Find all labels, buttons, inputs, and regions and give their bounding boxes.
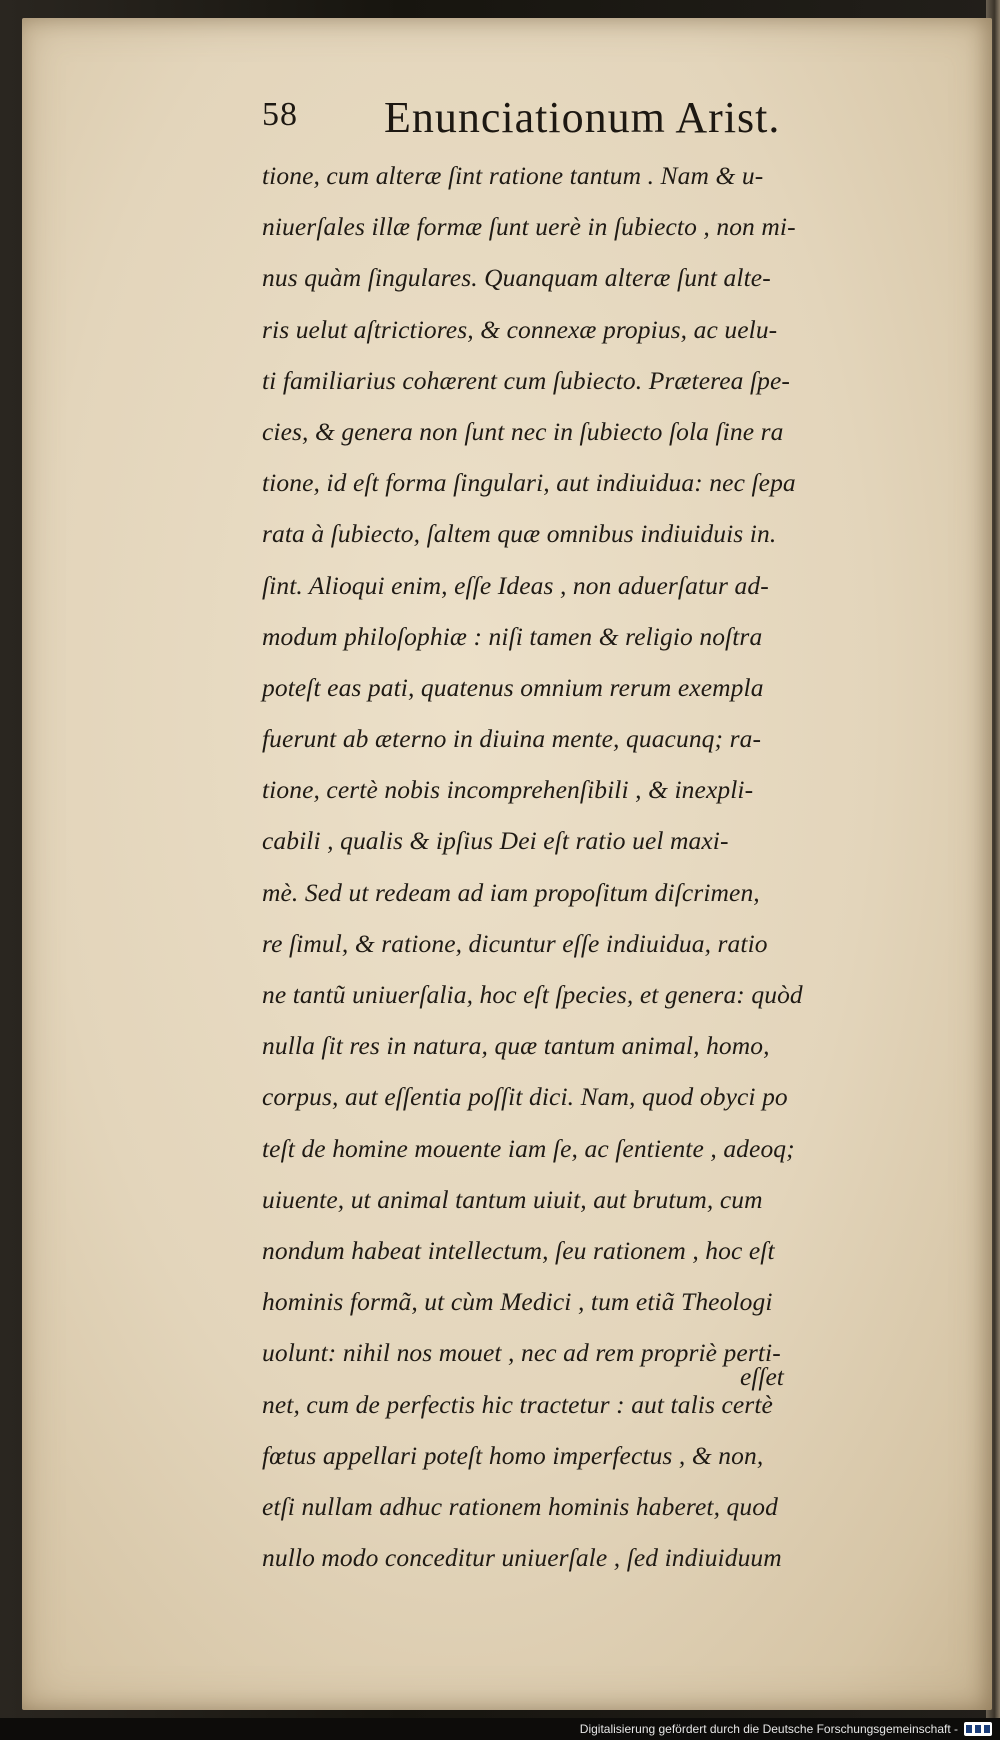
text-line: ne tantũ uniuerſalia, hoc eſt ſpecies, et genera: quòd xyxy=(262,980,803,1009)
text-line: cies, & genera non ſunt nec in ſubiecto ſola ſine ra xyxy=(262,416,784,446)
text-line: tione, id eſt forma ſingulari, aut indiuidua: nec ſepa xyxy=(262,468,796,498)
text-line: hominis formã, ut cùm Medici , tum etiã Theologi xyxy=(262,1287,773,1317)
text-line: mè. Sed ut redeam ad iam propoſitum diſcrimen, xyxy=(262,877,760,907)
text-line: uiuente, ut animal tantum uiuit, aut brutum, cum xyxy=(262,1184,763,1214)
text-line: nus quàm ſingulares. Quanquam alteræ ſunt alte- xyxy=(262,263,771,293)
dfg-logo-icon xyxy=(964,1722,992,1736)
page-header xyxy=(262,92,822,152)
text-line: tione, cum alteræ ſint ratione tantum . Nam & u- xyxy=(262,161,764,190)
text-line: tione, certè nobis incomprehenſibili , & inexpli- xyxy=(262,775,754,805)
text-line: nulla ſit res in natura, quæ tantum animal, homo, xyxy=(262,1031,770,1061)
text-line: fuerunt ab æterno in diuina mente, quacunq; ra- xyxy=(262,724,762,754)
text-line: uolunt: nihil nos mouet , nec ad rem propriè perti- xyxy=(262,1338,781,1368)
text-line: cabili , qualis & ipſius Dei eſt ratio uel maxi- xyxy=(262,826,729,856)
text-line: poteſt eas pati, quatenus omnium rerum exempla xyxy=(262,672,764,702)
text-line: nondum habeat intellectum, ſeu rationem , hoc eſt xyxy=(262,1235,775,1265)
running-title: Enunciationum Arist. xyxy=(384,93,781,142)
text-line: ti familiarius cohærent cum ſubiecto. Præterea ſpe- xyxy=(262,365,791,395)
catchword: eſſet xyxy=(740,1362,784,1391)
text-line: fœtus appellari poteſt homo imperfectus , & non, xyxy=(262,1440,764,1470)
text-line: niuerſales illæ formæ ſunt uerè in ſubiecto , non mi- xyxy=(262,212,796,242)
text-line: nullo modo conceditur uniuerſale , ſed indiuiduum xyxy=(262,1543,782,1573)
text-line: modum philoſophiæ : niſi tamen & religio noſtra xyxy=(262,621,763,651)
text-line: etſi nullam adhuc rationem hominis haberet, quod xyxy=(262,1491,778,1521)
text-line: ſint. Alioqui enim, eſſe Ideas , non aduerſatur ad- xyxy=(262,570,769,600)
text-line: rata à ſubiecto, ſaltem quæ omnibus indiuiduis in. xyxy=(262,519,777,549)
text-block xyxy=(262,150,822,1583)
text-line: re ſimul, & ratione, dicuntur eſſe indiuidua, ratio xyxy=(262,928,768,958)
page-number: 58 xyxy=(262,96,298,133)
text-line: corpus, aut eſſentia poſſit dici. Nam, quod obyci po xyxy=(262,1082,788,1112)
footer-credit: Digitalisierung gefördert durch die Deutsche Forschungsgemeinschaft - xyxy=(579,1722,958,1736)
text-line: teſt de homine mouente iam ſe, ac ſentiente , adeoq; xyxy=(262,1133,795,1163)
text-line: net, cum de perfectis hic tractetur : aut talis certè xyxy=(262,1389,773,1419)
text-line: ris uelut aſtrictiores, & connexæ propius, ac uelu- xyxy=(262,314,778,344)
